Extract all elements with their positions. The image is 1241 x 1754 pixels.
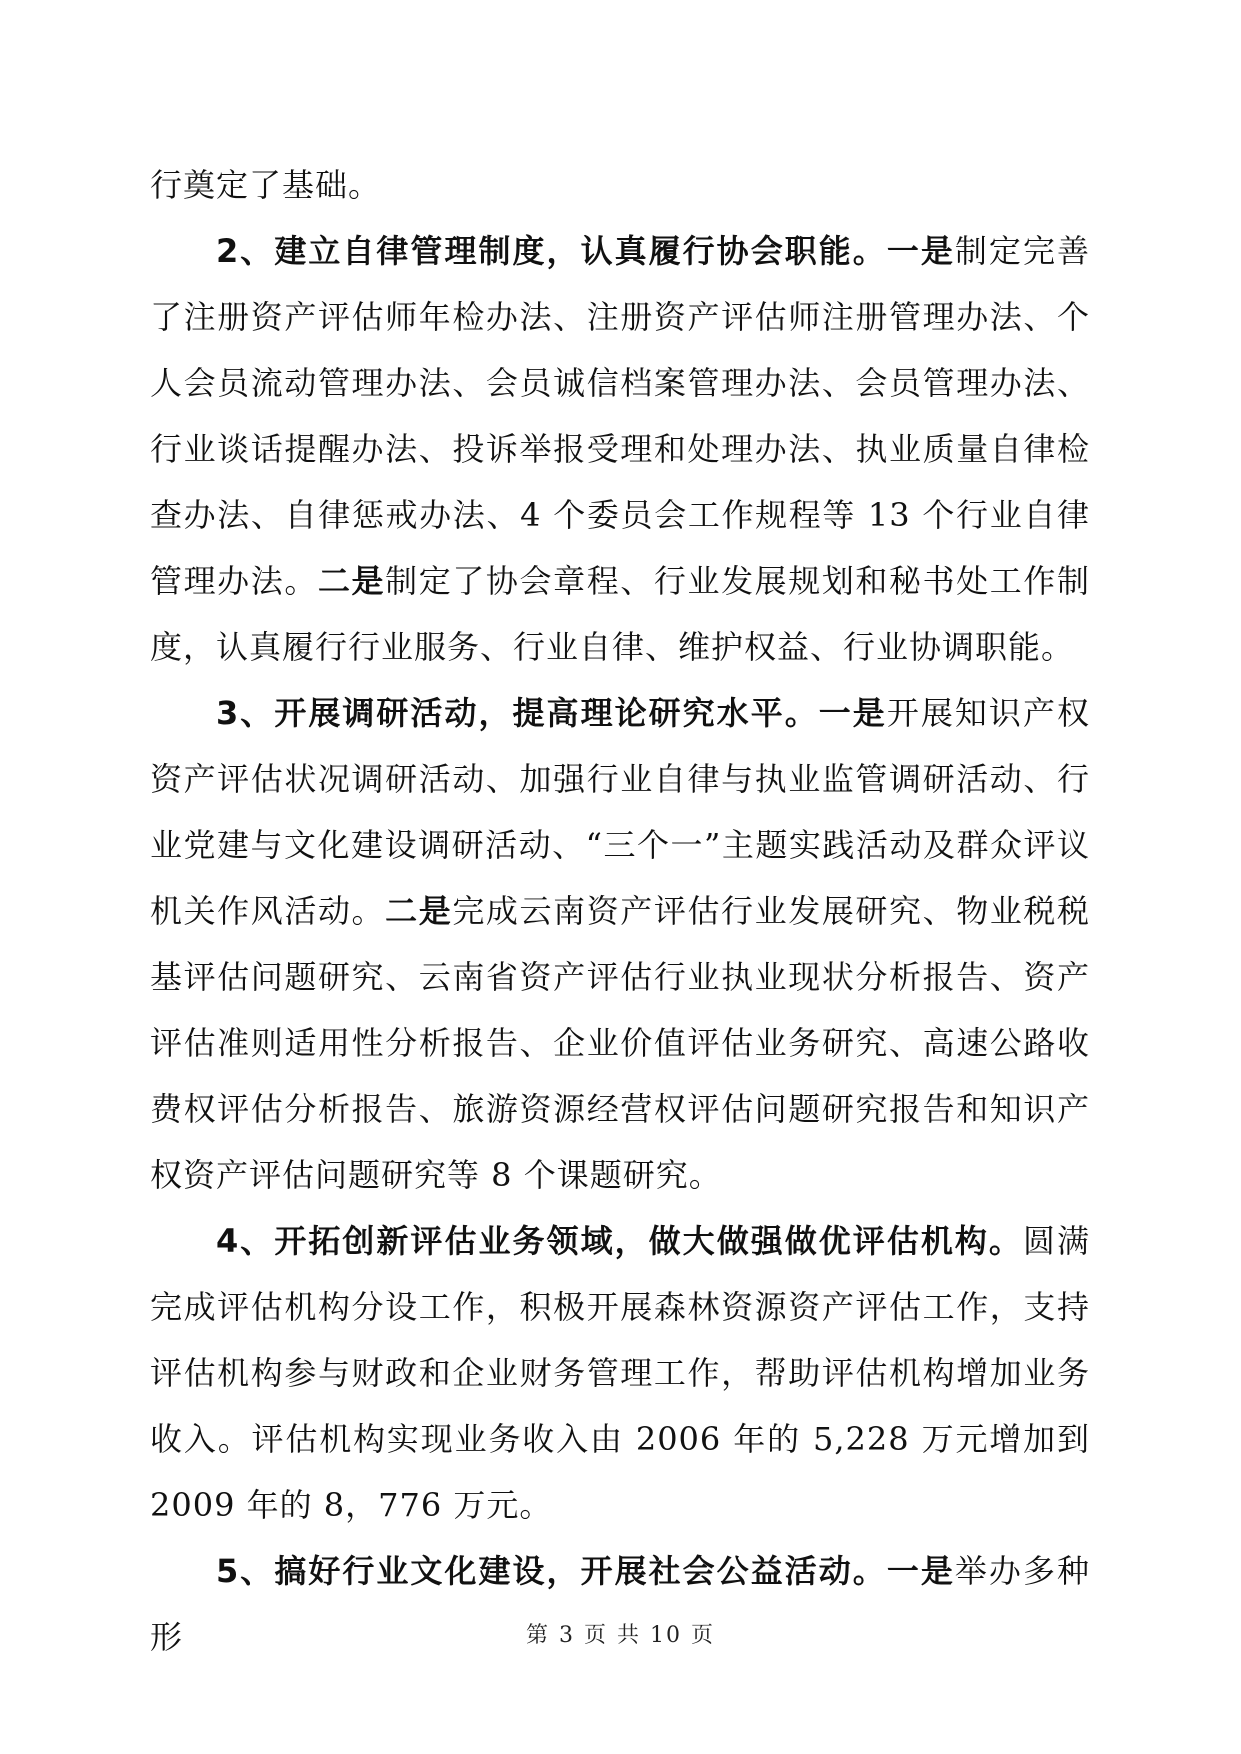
bold-heading-run: 2、建立自律管理制度，认真履行协会职能。: [216, 232, 887, 270]
text-run: 圆满完成评估机构分设工作，积极开展森林资源资产评估工作，支持评估机构参与财政和企业财务管理工作，帮助评估机构增加业务收入。评估机构实现业务收入由 2006 年的 5,228 万元增加到 2009 年的 8，776 万元。: [150, 1222, 1090, 1524]
bold-heading-run: 5、搞好行业文化建设，开展社会公益活动。: [216, 1552, 887, 1590]
text-run: 完成云南资产评估行业发展研究、物业税税基评估问题研究、云南省资产评估行业执业现状分析报告、资产评估准则适用性分析报告、企业价值评估业务研究、高速公路收费权评估分析报告、旅游资源经营权评估问题研究报告和知识产权资产评估问题研究等 8 个课题研究。: [150, 892, 1090, 1194]
bold-heading-run: 一是: [886, 1552, 955, 1590]
bold-heading-run: 二是: [317, 562, 386, 600]
bold-heading-run: 一是: [886, 232, 955, 270]
body-text: [150, 152, 1090, 1670]
paragraph: [150, 1538, 1090, 1670]
text-run: 制定完善了注册资产评估师年检办法、注册资产评估师注册管理办法、个人会员流动管理办法、会员诚信档案管理办法、会员管理办法、行业谈话提醒办法、投诉举报受理和处理办法、执业质量自律检查办法、自律惩戒办法、4 个委员会工作规程等 13 个行业自律管理办法。: [150, 232, 1090, 600]
text-run: 制定了协会章程、行业发展规划和秘书处工作制度，认真履行行业服务、行业自律、维护权益、行业协调职能。: [150, 562, 1090, 666]
bold-heading-run: 3、开展调研活动，提高理论研究水平。: [216, 694, 819, 732]
text-run: 开展知识产权资产评估状况调研活动、加强行业自律与执业监管调研活动、行业党建与文化建设调研活动、“三个一”主题实践活动及群众评议机关作风活动。: [150, 694, 1090, 930]
text-run: 举办多种形: [150, 1552, 1090, 1656]
paragraph: [150, 1208, 1090, 1538]
bold-heading-run: 一是: [818, 694, 887, 732]
page-footer: 第 3 页 共 10 页: [526, 1623, 715, 1648]
bold-heading-run: 二是: [385, 892, 453, 930]
paragraph: [150, 680, 1090, 1208]
bold-heading-run: 4、开拓创新评估业务领域，做大做强做优评估机构。: [216, 1222, 1023, 1260]
text-run: 行奠定了基础。: [150, 166, 382, 204]
paragraph: [150, 218, 1090, 680]
paragraph: [150, 152, 1090, 218]
